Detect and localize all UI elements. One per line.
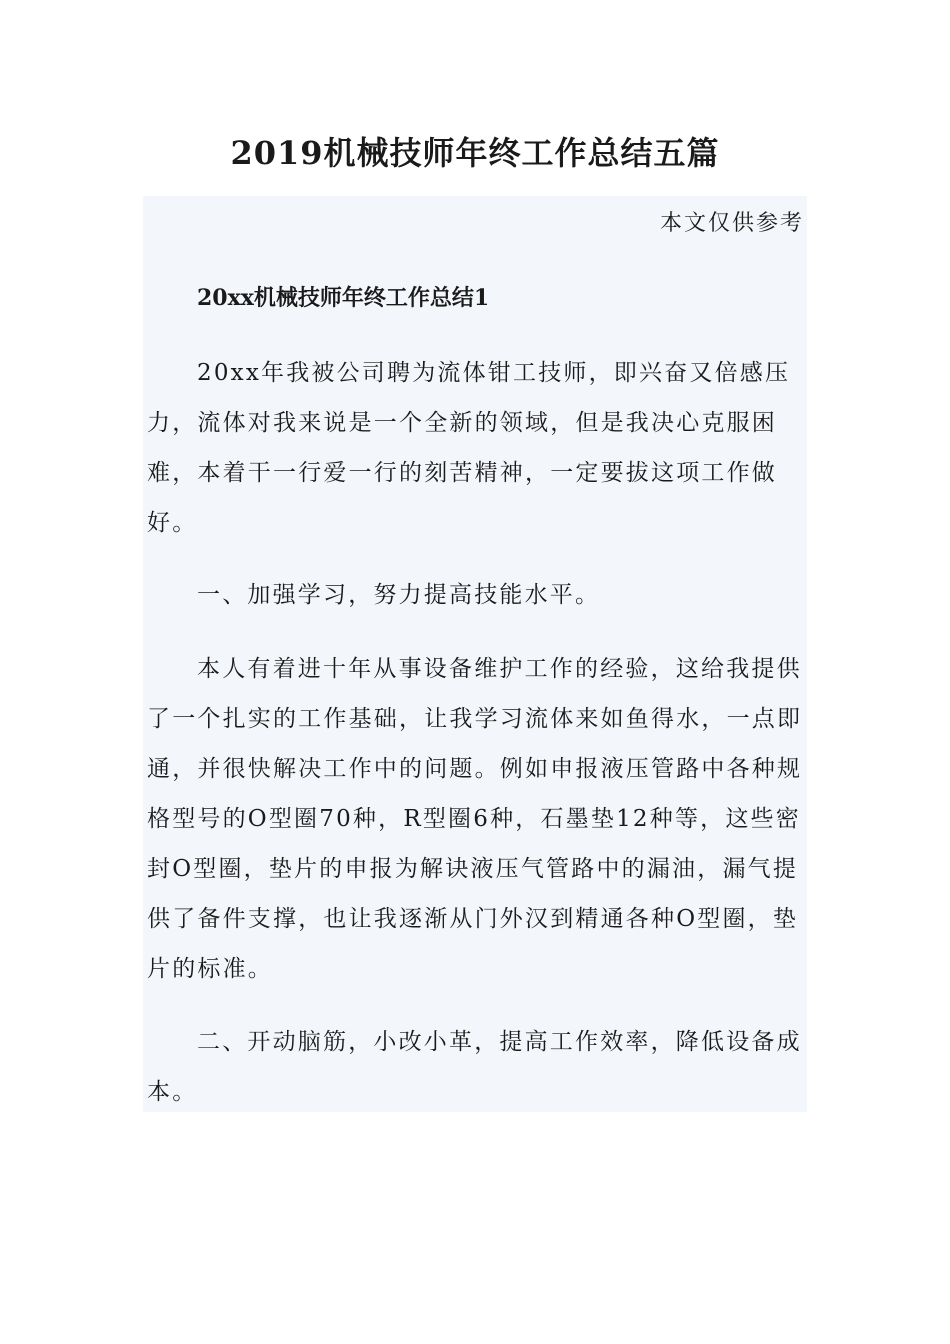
document-title: 2019机械技师年终工作总结五篇 xyxy=(230,134,720,172)
paragraph-point-one: 一、加强学习，努力提高技能水平。 xyxy=(197,582,601,608)
paragraph-point-two: 二、开动脑筋，小改小革，提高工作效率，降低设备成本。 xyxy=(147,1029,802,1105)
paragraph-experience: 本人有着进十年从事设备维护工作的经验，这给我提供了一个扎实的工作基础，让我学习流体来如鱼得水，一点即通，并很快解决工作中的问题。例如申报液压管路中各种规格型号的O型圈70种，R型圈6种，石墨垫12种等，这些密封O型圈，垫片的申报为解诀液压气管路中的漏油，漏气提供了备件支撑，也让我逐渐从门外汉到精通各种O型圈，垫片的标准。 xyxy=(147,656,803,982)
reference-note: 本文仅供参考 xyxy=(659,211,804,236)
paragraph-intro: 20xx年我被公司聘为流体钳工技师，即兴奋又倍感压力，流体对我来说是一个全新的领域，但是我决心克服困难，本着干一行爱一行的刻苦精神，一定要拔这项工作做好。 xyxy=(147,360,791,536)
section-heading: 20xx机械技师年终工作总结1 xyxy=(197,285,490,311)
